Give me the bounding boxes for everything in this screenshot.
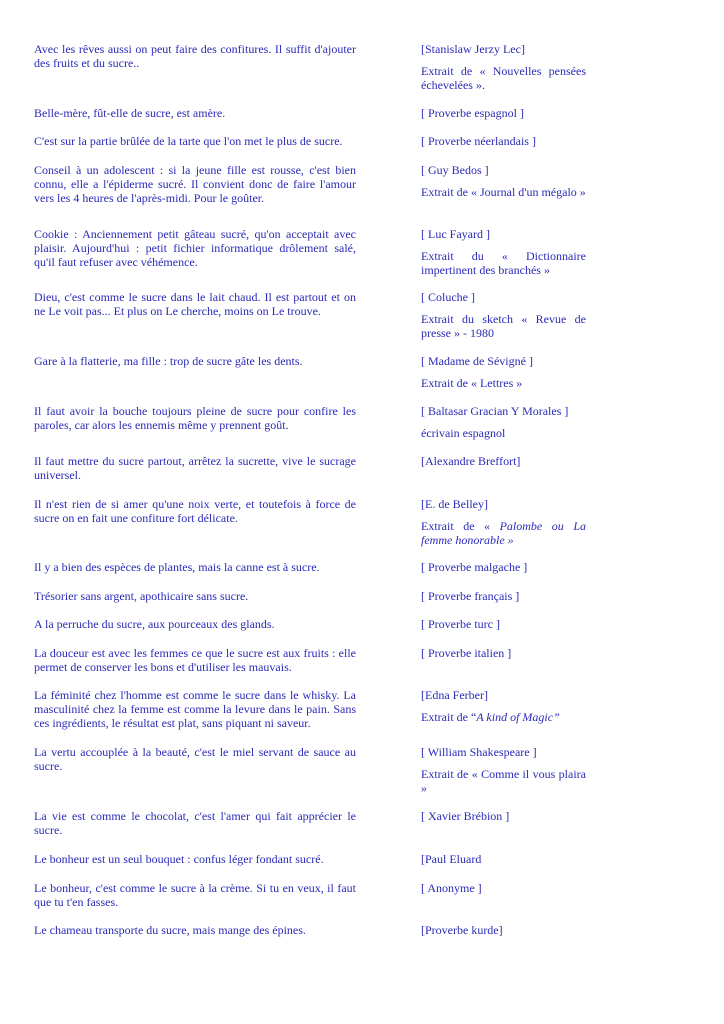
quote-text: Conseil à un adolescent : si la jeune fille est rousse, c'est bien connu, elle a l'épiderme sucré. Il convient donc de faire l'amour vers les 4 heures de l'après-midi. Pour le goûter.: [34, 163, 356, 205]
quote-text: Avec les rêves aussi on peut faire des confitures. Il suffit d'ajouter des fruits et du sucre..: [34, 42, 356, 70]
quote-text: Le bonheur, c'est comme le sucre à la crème. Si tu en veux, il faut que tu t'en fasses.: [34, 881, 356, 909]
source-extract: Extrait du sketch « Revue de presse » - 1980: [421, 312, 586, 340]
author-name: [ Guy Bedos ]: [421, 163, 489, 177]
quote-text: Le chameau transporte du sucre, mais mange des épines.: [34, 923, 306, 937]
author-name: [ Anonyme ]: [421, 881, 482, 895]
quote-text: Trésorier sans argent, apothicaire sans sucre.: [34, 589, 249, 603]
quote-text: Il faut mettre du sucre partout, arrêtez la sucrette, vive le sucrage universel.: [34, 454, 356, 482]
quote-attribution: [421, 809, 586, 823]
author-name: [ Proverbe turc ]: [421, 617, 500, 631]
quote-attribution: [421, 589, 586, 603]
quote-text: A la perruche du sucre, aux pourceaux des glands.: [34, 617, 275, 631]
author-name: [Paul Eluard: [421, 852, 482, 866]
quote-attribution: [421, 404, 586, 440]
author-name: [ Luc Fayard ]: [421, 227, 490, 241]
quote-text: La douceur est avec les femmes ce que le sucre est aux fruits : elle permet de conserver les bons et d'utiliser les mauvais.: [34, 646, 356, 674]
source-extract: écrivain espagnol: [421, 426, 506, 440]
quote-attribution: [421, 852, 586, 866]
extract-title: Palombe ou La femme honorable »: [421, 519, 586, 547]
author-name: [ Proverbe français ]: [421, 589, 520, 603]
author-name: [ Proverbe malgache ]: [421, 560, 528, 574]
quote-attribution: [421, 745, 586, 795]
quote-attribution: [421, 560, 586, 574]
quote-text: Le bonheur est un seul bouquet : confus léger fondant sucré.: [34, 852, 324, 866]
source-extract: Extrait de « Lettres »: [421, 376, 523, 390]
quote-text: La vie est comme le chocolat, c'est l'amer qui fait apprécier le sucre.: [34, 809, 356, 837]
quote-attribution: [421, 688, 586, 724]
author-name: [ Proverbe italien ]: [421, 646, 512, 660]
author-name: [Stanislaw Jerzy Lec]: [421, 42, 525, 56]
quote-text: Gare à la flatterie, ma fille : trop de sucre gâte les dents.: [34, 354, 303, 368]
quote-attribution: [421, 497, 586, 547]
extract-prefix: Extrait de “: [421, 710, 477, 724]
author-name: [Edna Ferber]: [421, 688, 488, 702]
source-extract: Extrait de « Comme il vous plaira »: [421, 767, 586, 795]
source-extract: Extrait de « Nouvelles pensées échevelées ».: [421, 64, 586, 92]
quote-attribution: [421, 42, 586, 92]
author-name: [ Proverbe néerlandais ]: [421, 134, 536, 148]
author-name: [Alexandre Breffort]: [421, 454, 521, 468]
author-name: [ Baltasar Gracian Y Morales ]: [421, 404, 569, 418]
quote-attribution: [421, 227, 586, 277]
author-name: [Proverbe kurde]: [421, 923, 503, 937]
extract-title: A kind of Magic”: [476, 710, 560, 724]
quote-text: Dieu, c'est comme le sucre dans le lait chaud. Il est partout et on ne Le voit pas... Et plus on Le cherche, moins on Le trouve.: [34, 290, 356, 318]
quote-text: Il y a bien des espèces de plantes, mais la canne est à sucre.: [34, 560, 320, 574]
author-name: [ Proverbe espagnol ]: [421, 106, 524, 120]
quote-text: La féminité chez l'homme est comme le sucre dans le whisky. La masculinité chez la femme est comme la levure dans le pain. Sans ces ingrédients, le résultat est plat, sans piquant ni saveur.: [34, 688, 356, 730]
quote-attribution: [421, 646, 586, 660]
author-name: [ Xavier Brébion ]: [421, 809, 510, 823]
author-name: [ Madame de Sévigné ]: [421, 354, 533, 368]
quote-attribution: [421, 881, 586, 895]
quote-text: Il faut avoir la bouche toujours pleine de sucre pour confire les paroles, car alors les ennemis même y prennent goût.: [34, 404, 356, 432]
source-extract: Extrait de « Journal d'un mégalo »: [421, 185, 586, 199]
author-name: [ William Shakespeare ]: [421, 745, 537, 759]
source-extract: Extrait du « Dictionnaire impertinent des branchés »: [421, 249, 586, 277]
quote-text: Cookie : Anciennement petit gâteau sucré, qu'on acceptait avec plaisir. Aujourd'hui : petit fichier informatique drôlement salé, qu'il faut refuser avec véhémence.: [34, 227, 356, 269]
quote-attribution: [421, 354, 586, 390]
quote-attribution: [421, 290, 586, 340]
quote-text: Il n'est rien de si amer qu'une noix verte, et toutefois à force de sucre on en fait une confiture fort délicate.: [34, 497, 356, 525]
quote-text: Belle-mère, fût-elle de sucre, est amère.: [34, 106, 226, 120]
quote-attribution: [421, 163, 586, 199]
quote-text: La vertu accouplée à la beauté, c'est le miel servant de sauce au sucre.: [34, 745, 356, 773]
source-extract: [421, 519, 586, 547]
extract-prefix: Extrait de «: [421, 519, 500, 533]
quote-attribution: [421, 134, 586, 148]
quote-attribution: [421, 454, 586, 468]
quote-attribution: [421, 617, 586, 631]
quote-attribution: [421, 923, 586, 937]
source-extract: [421, 710, 586, 724]
quote-attribution: [421, 106, 586, 120]
author-name: [ Coluche ]: [421, 290, 475, 304]
quote-text: C'est sur la partie brûlée de la tarte que l'on met le plus de sucre.: [34, 134, 343, 148]
author-name: [E. de Belley]: [421, 497, 488, 511]
